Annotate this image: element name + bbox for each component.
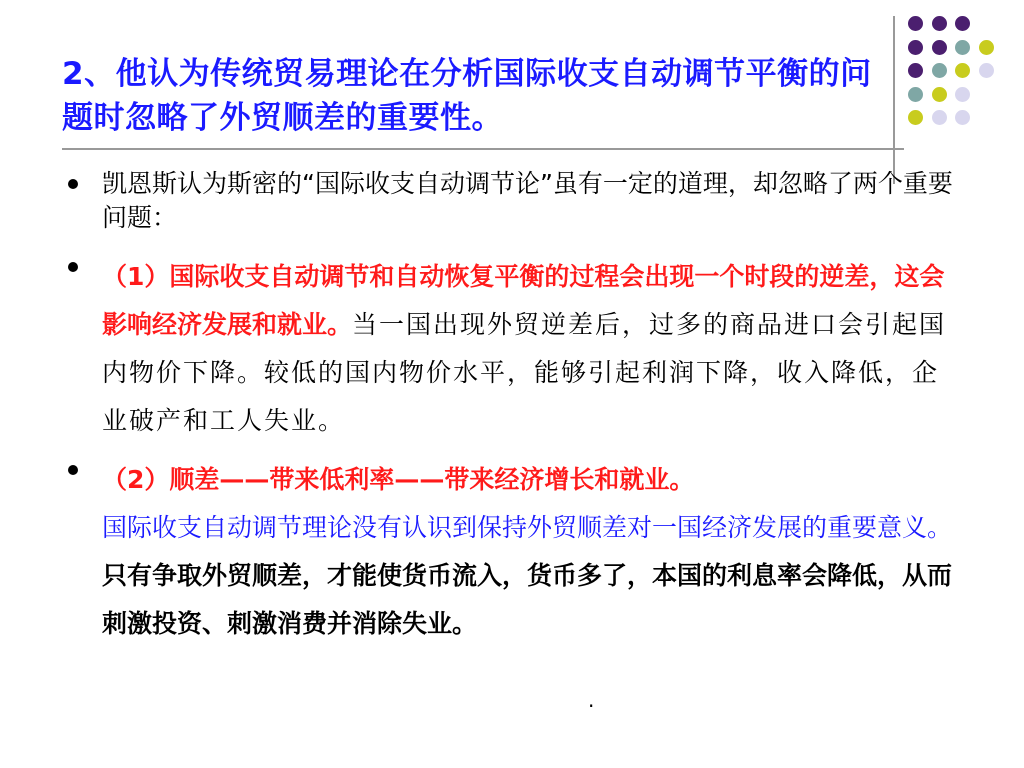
horizontal-divider xyxy=(62,148,904,150)
decorative-dot xyxy=(908,63,923,78)
decorative-dot xyxy=(932,110,947,125)
decorative-dot xyxy=(908,40,923,55)
decorative-dot xyxy=(955,87,970,102)
bullet-dot-icon xyxy=(68,465,78,475)
decorative-dot xyxy=(932,40,947,55)
decorative-dot xyxy=(955,63,970,78)
decorative-dot xyxy=(955,40,970,55)
decorative-dot xyxy=(932,87,947,102)
slide-content xyxy=(62,167,962,648)
decorative-dot-grid xyxy=(902,12,1022,172)
decorative-dot xyxy=(932,16,947,31)
bullet-item-2 xyxy=(62,253,962,445)
bullet-dot-icon xyxy=(68,262,78,272)
bullet-3-highlight: （2）顺差——带来低利率——带来经济增长和就业。 xyxy=(102,465,695,494)
bullet-item-3 xyxy=(62,456,962,648)
decorative-dot xyxy=(932,63,947,78)
decorative-dot xyxy=(908,87,923,102)
bullet-2-highlight: （1）国际收支自动调节和自动恢复平衡的过程会出现一个时段的逆差，这会影响经济发展和就业。 xyxy=(102,262,945,339)
vertical-divider xyxy=(893,16,895,184)
bullet-3-bold-text: 只有争取外贸顺差，才能使货币流入，货币多了，本国的利息率会降低，从而刺激投资、刺激消费并消除失业。 xyxy=(102,561,953,638)
bullet-3-blue-text: 国际收支自动调节理论没有认识到保持外贸顺差对一国经济发展的重要意义。 xyxy=(102,513,953,542)
decorative-dot xyxy=(955,110,970,125)
decorative-dot xyxy=(979,63,994,78)
decorative-dot xyxy=(908,16,923,31)
stray-mark: . xyxy=(588,688,595,712)
bullet-1-text: 凯恩斯认为斯密的“国际收支自动调节论”虽有一定的道理，却忽略了两个重要问题： xyxy=(102,169,953,232)
decorative-dot xyxy=(955,16,970,31)
bullet-2-explanation: 当一国出现外贸逆差后，过多的商品进口会引起国内物价下降。较低的国内物价水平，能够引起利润下降，收入降低，企业破产和工人失业。 xyxy=(102,310,947,435)
bullet-dot-icon xyxy=(68,179,78,189)
bullet-item-1 xyxy=(62,167,962,235)
decorative-dot xyxy=(908,110,923,125)
decorative-dot xyxy=(979,40,994,55)
slide-title: 2、他认为传统贸易理论在分析国际收支自动调节平衡的问题时忽略了外贸顺差的重要性。 xyxy=(62,56,872,136)
